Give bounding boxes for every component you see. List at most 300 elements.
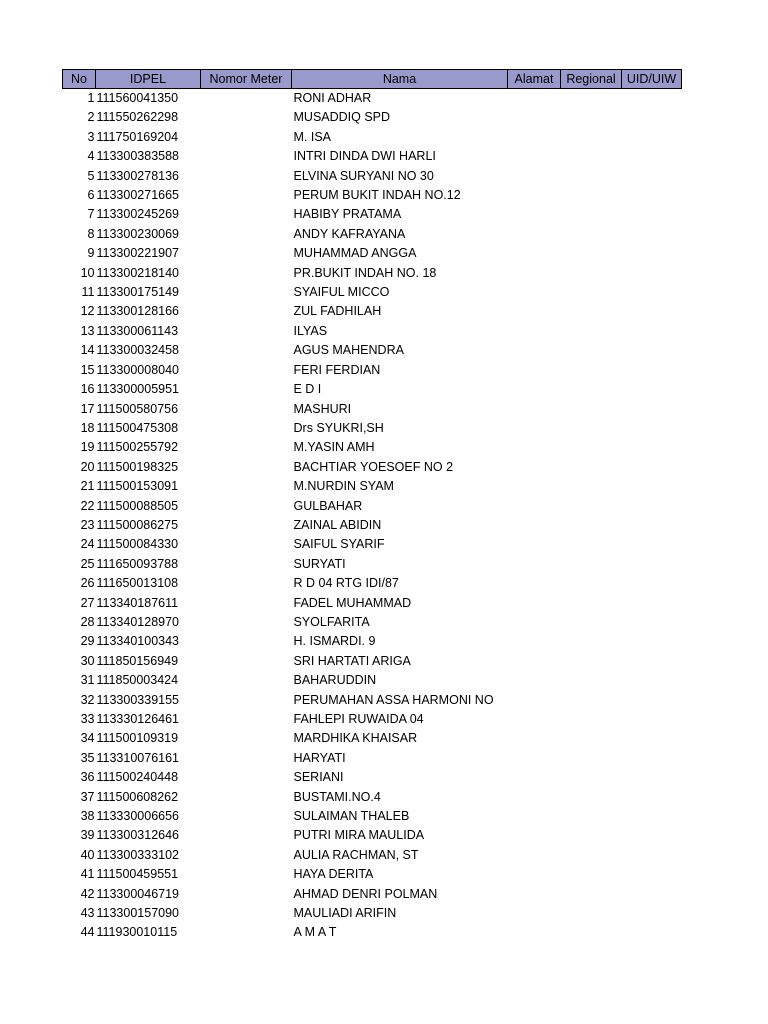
cell-nomor-meter (201, 128, 292, 147)
table-row (63, 458, 682, 477)
table-row (63, 419, 682, 438)
table-row (63, 671, 682, 690)
cell-idpel: 113330126461 (96, 712, 179, 726)
cell-alamat (508, 904, 561, 923)
cell-idpel: 113300312646 (96, 828, 179, 843)
cell-idpel: 113300157090 (96, 906, 179, 921)
cell-uid (622, 691, 682, 710)
cell-regional (561, 341, 622, 360)
cell-no: 10 (80, 265, 95, 280)
cell-regional (561, 361, 622, 380)
header-nama: Nama (292, 70, 508, 89)
cell-nama: GULBAHAR (293, 498, 363, 513)
table-row (63, 904, 682, 923)
cell-idpel: 111650013108 (96, 576, 179, 591)
cell-nama: M.NURDIN SYAM (293, 479, 394, 494)
cell-nomor-meter (201, 322, 292, 341)
cell-alamat (508, 826, 561, 845)
cell-no: 22 (80, 498, 95, 513)
table-row (63, 594, 682, 613)
cell-regional (561, 826, 622, 845)
cell-idpel: 113300032458 (96, 343, 179, 358)
cell-idpel: 113340187611 (96, 595, 179, 610)
cell-no: 36 (80, 770, 95, 785)
cell-uid (622, 205, 682, 224)
cell-idpel: 111850156949 (96, 653, 179, 668)
cell-regional (561, 438, 622, 457)
cell-alamat (508, 167, 561, 186)
cell-regional (561, 89, 622, 109)
cell-regional (561, 865, 622, 884)
cell-regional (561, 147, 622, 166)
cell-no: 31 (80, 673, 95, 688)
cell-nomor-meter (201, 205, 292, 224)
cell-idpel: 113300175149 (96, 285, 179, 300)
cell-regional (561, 419, 622, 438)
table-row (63, 167, 682, 186)
table-row (63, 710, 682, 729)
header-uid: UID/UIW (622, 70, 682, 89)
table-row (63, 477, 682, 496)
cell-no: 20 (80, 459, 95, 474)
cell-regional (561, 477, 622, 496)
cell-regional (561, 632, 622, 651)
cell-alamat (508, 380, 561, 399)
cell-nomor-meter (201, 516, 292, 535)
table-row (63, 768, 682, 787)
cell-alamat (508, 458, 561, 477)
table-row (63, 574, 682, 593)
cell-nomor-meter (201, 264, 292, 283)
cell-alamat (508, 749, 561, 768)
cell-alamat (508, 400, 561, 419)
cell-nomor-meter (201, 108, 292, 127)
cell-idpel: 113300245269 (96, 207, 179, 222)
cell-alamat (508, 729, 561, 748)
cell-uid (622, 710, 682, 729)
cell-uid (622, 807, 682, 826)
header-nomor-meter: Nomor Meter (201, 70, 292, 89)
cell-nomor-meter (201, 691, 292, 710)
cell-regional (561, 205, 622, 224)
cell-nama: FERI FERDIAN (293, 362, 381, 377)
table-row (63, 846, 682, 865)
cell-uid (622, 729, 682, 748)
cell-regional (561, 225, 622, 244)
cell-regional (561, 846, 622, 865)
cell-uid (622, 419, 682, 438)
cell-idpel: 113300061143 (96, 323, 179, 338)
cell-alamat (508, 788, 561, 807)
cell-alamat (508, 186, 561, 205)
cell-nama: FAHLEPI RUWAIDA 04 (293, 712, 424, 726)
cell-no: 23 (80, 517, 95, 532)
table-row (63, 788, 682, 807)
cell-regional (561, 186, 622, 205)
cell-uid (622, 788, 682, 807)
cell-idpel: 113300005951 (96, 382, 179, 397)
table-row (63, 225, 682, 244)
table-row (63, 147, 682, 166)
cell-idpel: 113300339155 (96, 692, 179, 707)
table-row (63, 341, 682, 360)
cell-uid (622, 923, 682, 942)
header-regional: Regional (561, 70, 622, 89)
cell-idpel: 111550262298 (96, 110, 179, 125)
cell-idpel: 111850003424 (96, 673, 179, 688)
cell-nomor-meter (201, 807, 292, 826)
cell-regional (561, 302, 622, 321)
cell-regional (561, 555, 622, 574)
cell-alamat (508, 128, 561, 147)
cell-alamat (508, 438, 561, 457)
cell-nama: A M A T (293, 925, 337, 940)
cell-nama: AGUS MAHENDRA (293, 343, 404, 358)
table-row (63, 302, 682, 321)
table-row (63, 244, 682, 263)
table-row (63, 749, 682, 768)
cell-nomor-meter (201, 885, 292, 904)
cell-nama: ELVINA SURYANI NO 30 (293, 168, 434, 183)
cell-idpel: 111500608262 (96, 789, 179, 804)
cell-idpel: 111500198325 (96, 459, 179, 474)
cell-nomor-meter (201, 244, 292, 263)
cell-nama: MARDHIKA KHAISAR (293, 731, 418, 746)
table-row (63, 807, 682, 826)
cell-nomor-meter (201, 594, 292, 613)
cell-alamat (508, 497, 561, 516)
cell-regional (561, 691, 622, 710)
cell-idpel: 113300271665 (96, 188, 179, 203)
cell-no: 17 (80, 401, 95, 416)
cell-idpel: 113300221907 (96, 246, 179, 261)
cell-nama: ANDY KAFRAYANA (293, 226, 406, 241)
cell-nama: M. ISA (293, 129, 332, 144)
cell-no: 38 (80, 809, 95, 824)
cell-regional (561, 458, 622, 477)
cell-nomor-meter (201, 167, 292, 186)
cell-regional (561, 400, 622, 419)
cell-no: 35 (80, 750, 95, 765)
cell-idpel: 111500084330 (96, 537, 179, 552)
cell-uid (622, 302, 682, 321)
cell-uid (622, 516, 682, 535)
cell-regional (561, 652, 622, 671)
cell-uid (622, 497, 682, 516)
cell-no: 15 (80, 362, 95, 377)
cell-idpel: 113300218140 (96, 265, 179, 280)
cell-uid (622, 846, 682, 865)
cell-nomor-meter (201, 788, 292, 807)
cell-uid (622, 283, 682, 302)
cell-nama: SERIANI (293, 770, 344, 785)
cell-idpel: 111930010115 (96, 925, 178, 940)
cell-uid (622, 264, 682, 283)
cell-uid (622, 244, 682, 263)
table-row (63, 923, 682, 942)
table-row (63, 555, 682, 574)
cell-no: 40 (80, 847, 95, 862)
cell-nama: ILYAS (293, 323, 328, 338)
cell-no: 7 (87, 207, 95, 222)
table-header (63, 70, 682, 89)
cell-nomor-meter (201, 729, 292, 748)
table-row (63, 438, 682, 457)
cell-idpel: 111650093788 (96, 556, 179, 571)
cell-nomor-meter (201, 671, 292, 690)
cell-no: 25 (80, 556, 95, 571)
cell-uid (622, 768, 682, 787)
table-row (63, 322, 682, 341)
cell-nomor-meter (201, 749, 292, 768)
cell-regional (561, 108, 622, 127)
cell-uid (622, 341, 682, 360)
cell-alamat (508, 147, 561, 166)
cell-nomor-meter (201, 574, 292, 593)
cell-nomor-meter (201, 225, 292, 244)
cell-alamat (508, 555, 561, 574)
cell-uid (622, 128, 682, 147)
cell-no: 12 (80, 304, 95, 319)
cell-nomor-meter (201, 361, 292, 380)
cell-nama: PR.BUKIT INDAH NO. 18 (293, 265, 437, 280)
cell-alamat (508, 768, 561, 787)
cell-alamat (508, 516, 561, 535)
cell-nama: ZUL FADHILAH (293, 304, 382, 319)
cell-no: 14 (80, 343, 95, 358)
table-row (63, 186, 682, 205)
cell-uid (622, 574, 682, 593)
cell-no: 41 (80, 867, 95, 882)
cell-nama: HARYATI (293, 750, 346, 765)
cell-nama: SYAIFUL MICCO (293, 285, 390, 300)
table-row (63, 128, 682, 147)
table-row (63, 632, 682, 651)
cell-nomor-meter (201, 400, 292, 419)
cell-regional (561, 807, 622, 826)
cell-no: 11 (81, 285, 95, 300)
cell-nomor-meter (201, 419, 292, 438)
cell-nama: BAHARUDDIN (293, 673, 377, 688)
cell-no: 4 (87, 149, 95, 164)
table-row (63, 89, 682, 109)
cell-nomor-meter (201, 380, 292, 399)
cell-alamat (508, 225, 561, 244)
cell-no: 5 (87, 168, 95, 183)
cell-idpel: 111750169204 (96, 129, 179, 144)
cell-uid (622, 826, 682, 845)
cell-nomor-meter (201, 535, 292, 554)
cell-idpel: 113300128166 (96, 304, 179, 319)
cell-nomor-meter (201, 768, 292, 787)
cell-idpel: 113310076161 (96, 750, 179, 765)
cell-nama: SULAIMAN THALEB (293, 809, 410, 824)
cell-regional (561, 322, 622, 341)
cell-alamat (508, 652, 561, 671)
cell-nama: INTRI DINDA DWI HARLI (293, 149, 436, 164)
cell-nama: MAULIADI ARIFIN (293, 906, 397, 921)
cell-no: 8 (87, 226, 95, 241)
cell-no: 1 (87, 91, 95, 105)
cell-nomor-meter (201, 710, 292, 729)
cell-uid (622, 167, 682, 186)
cell-nomor-meter (201, 904, 292, 923)
cell-nomor-meter (201, 613, 292, 632)
cell-nomor-meter (201, 302, 292, 321)
cell-alamat (508, 244, 561, 263)
cell-idpel: 111500255792 (96, 440, 179, 455)
cell-alamat (508, 264, 561, 283)
cell-uid (622, 458, 682, 477)
cell-idpel: 111500240448 (96, 770, 179, 785)
cell-nomor-meter (201, 477, 292, 496)
cell-alamat (508, 341, 561, 360)
cell-regional (561, 574, 622, 593)
cell-nama: SYOLFARITA (293, 614, 370, 629)
cell-idpel: 113300333102 (96, 847, 179, 862)
cell-regional (561, 283, 622, 302)
cell-alamat (508, 361, 561, 380)
cell-regional (561, 749, 622, 768)
cell-uid (622, 904, 682, 923)
cell-alamat (508, 535, 561, 554)
cell-no: 29 (80, 634, 95, 649)
table-row (63, 400, 682, 419)
cell-nama: BUSTAMI.NO.4 (293, 789, 381, 804)
cell-regional (561, 710, 622, 729)
cell-idpel: 111560041350 (96, 91, 179, 105)
cell-regional (561, 380, 622, 399)
cell-alamat (508, 89, 561, 109)
cell-nama: ZAINAL ABIDIN (293, 517, 382, 532)
cell-regional (561, 594, 622, 613)
cell-nomor-meter (201, 283, 292, 302)
cell-alamat (508, 671, 561, 690)
cell-alamat (508, 419, 561, 438)
cell-nama: MASHURI (293, 401, 352, 416)
cell-alamat (508, 865, 561, 884)
cell-uid (622, 380, 682, 399)
cell-no: 2 (87, 110, 95, 125)
cell-alamat (508, 885, 561, 904)
cell-idpel: 111500580756 (96, 401, 179, 416)
cell-nama: HAYA DERITA (293, 867, 374, 882)
cell-nomor-meter (201, 923, 292, 942)
cell-idpel: 113340100343 (96, 634, 179, 649)
table-row (63, 826, 682, 845)
cell-uid (622, 594, 682, 613)
cell-no: 43 (80, 906, 95, 921)
cell-no: 21 (80, 479, 95, 494)
cell-alamat (508, 302, 561, 321)
table-row (63, 613, 682, 632)
cell-no: 16 (80, 382, 95, 397)
table-body (63, 89, 682, 943)
cell-no: 42 (80, 886, 95, 901)
cell-no: 37 (80, 789, 95, 804)
cell-uid (622, 400, 682, 419)
cell-idpel: 111500475308 (96, 420, 179, 435)
cell-alamat (508, 594, 561, 613)
cell-idpel: 111500109319 (96, 731, 179, 746)
header-idpel: IDPEL (96, 70, 201, 89)
cell-regional (561, 671, 622, 690)
table-row (63, 205, 682, 224)
cell-regional (561, 535, 622, 554)
cell-nomor-meter (201, 555, 292, 574)
cell-idpel: 113330006656 (96, 809, 179, 824)
cell-regional (561, 244, 622, 263)
cell-no: 34 (80, 731, 95, 746)
cell-alamat (508, 613, 561, 632)
cell-regional (561, 516, 622, 535)
cell-regional (561, 923, 622, 942)
cell-idpel: 111500088505 (96, 498, 179, 513)
header-row (63, 70, 682, 89)
table-row (63, 691, 682, 710)
cell-idpel: 113300046719 (96, 886, 179, 901)
cell-nama: PERUM BUKIT INDAH NO.12 (293, 188, 461, 203)
header-no: No (63, 70, 96, 89)
cell-no: 24 (80, 537, 95, 552)
cell-alamat (508, 574, 561, 593)
table-row (63, 497, 682, 516)
cell-uid (622, 671, 682, 690)
cell-regional (561, 128, 622, 147)
cell-uid (622, 108, 682, 127)
cell-nama: PERUMAHAN ASSA HARMONI NO (293, 692, 494, 707)
cell-idpel: 113300383588 (96, 149, 179, 164)
header-alamat: Alamat (508, 70, 561, 89)
cell-nama: SAIFUL SYARIF (293, 537, 385, 552)
table-row (63, 885, 682, 904)
cell-nama: MUSADDIQ SPD (293, 110, 391, 125)
cell-no: 33 (80, 712, 95, 726)
cell-no: 18 (80, 420, 95, 435)
cell-idpel: 111500459551 (96, 867, 179, 882)
cell-nomor-meter (201, 341, 292, 360)
cell-nama: HABIBY PRATAMA (293, 207, 402, 222)
cell-uid (622, 749, 682, 768)
cell-nama: R D 04 RTG IDI/87 (293, 576, 399, 591)
cell-alamat (508, 283, 561, 302)
table-row (63, 108, 682, 127)
cell-nama: Drs SYUKRI,SH (293, 420, 384, 435)
cell-nomor-meter (201, 632, 292, 651)
cell-alamat (508, 632, 561, 651)
cell-uid (622, 613, 682, 632)
cell-nomor-meter (201, 652, 292, 671)
cell-regional (561, 167, 622, 186)
cell-alamat (508, 846, 561, 865)
table-row (63, 535, 682, 554)
cell-no: 13 (80, 323, 95, 338)
cell-uid (622, 652, 682, 671)
cell-nama: SRI HARTATI ARIGA (293, 653, 411, 668)
cell-nomor-meter (201, 826, 292, 845)
table-row (63, 729, 682, 748)
cell-alamat (508, 923, 561, 942)
cell-regional (561, 497, 622, 516)
cell-regional (561, 729, 622, 748)
cell-nomor-meter (201, 186, 292, 205)
cell-uid (622, 89, 682, 109)
cell-nama: AULIA RACHMAN, ST (293, 847, 419, 862)
cell-no: 3 (87, 129, 95, 144)
cell-nama: AHMAD DENRI POLMAN (293, 886, 438, 901)
cell-no: 39 (80, 828, 95, 843)
table-row (63, 516, 682, 535)
